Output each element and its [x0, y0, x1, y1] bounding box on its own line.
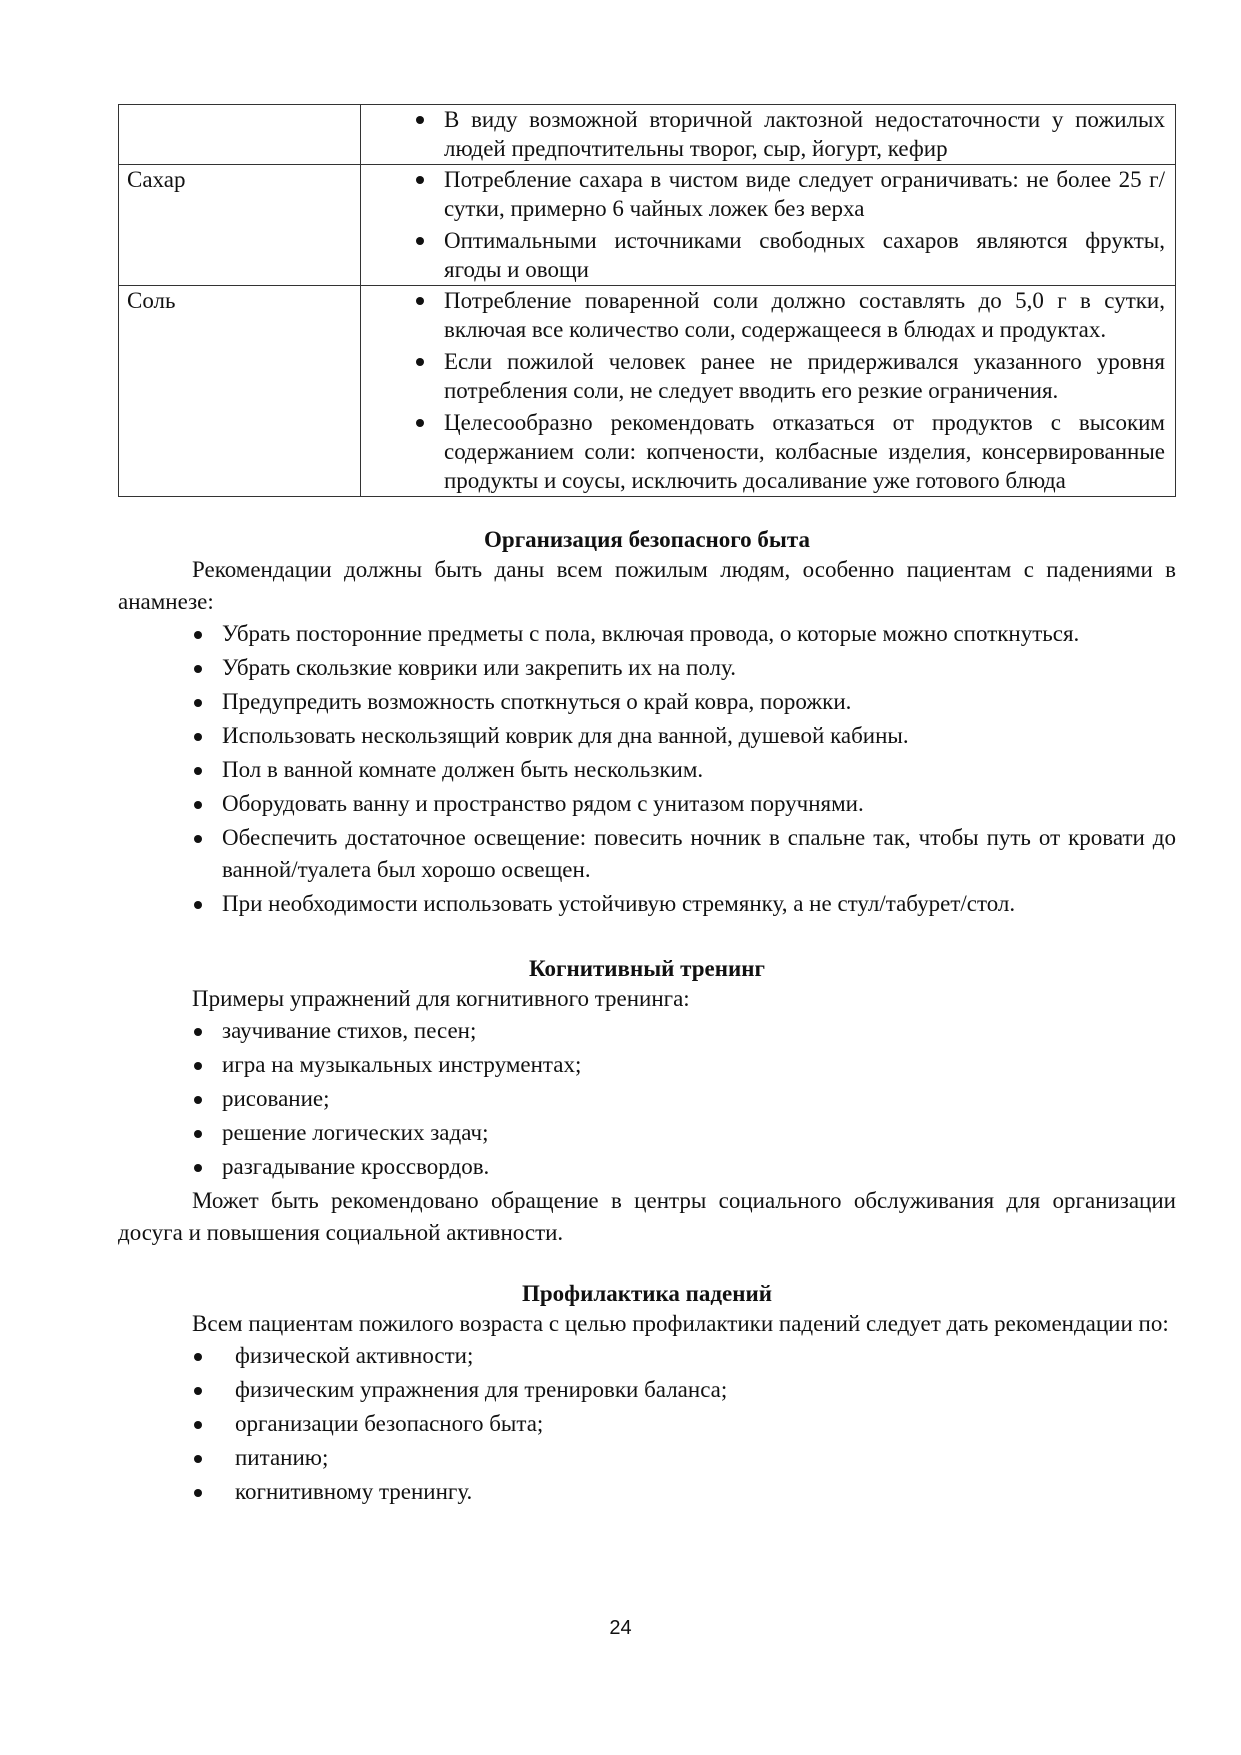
- list-item-text: решение логических задач;: [222, 1120, 489, 1145]
- list-item: [118, 618, 1176, 650]
- list-item: [118, 754, 1176, 786]
- list-item: [118, 1340, 1176, 1372]
- list-item-text: Предупредить возможность споткнуться о край ковра, порожки.: [222, 689, 852, 714]
- list-item-text: физическим упражнения для тренировки баланса;: [235, 1377, 728, 1402]
- bullet-icon: [416, 358, 424, 366]
- table-category-cell: Сахар: [119, 165, 361, 286]
- list-item: [118, 1442, 1176, 1474]
- table-category-cell: [119, 105, 361, 165]
- section-title-falls: Профилактика падений: [521, 1281, 773, 1306]
- list-item: [361, 286, 1165, 344]
- bullet-icon: [194, 1062, 202, 1070]
- bullet-icon: [194, 801, 202, 809]
- list-item-text: организации безопасного быта;: [235, 1411, 544, 1436]
- list-item-text: Обеспечить достаточное освещение: повесить ночник в спальне так, чтобы путь от кровати до ванной/туалета был хорошо освещен.: [222, 825, 1176, 882]
- table-category-cell: Соль: [119, 286, 361, 497]
- bullet-icon: [194, 901, 202, 909]
- list-item: [118, 1117, 1176, 1149]
- page-number: 24: [609, 1617, 632, 1639]
- table-row: [119, 165, 1176, 286]
- bullet-icon: [194, 665, 202, 673]
- bullet-icon: [194, 1096, 202, 1104]
- list-item-text: разгадывание кроссвордов.: [222, 1154, 490, 1179]
- table-recommendations-cell: [361, 165, 1176, 286]
- bullet-icon: [194, 733, 202, 741]
- list-item-text: заучивание стихов, песен;: [222, 1018, 477, 1043]
- bullet-icon: [416, 176, 424, 184]
- bullet-icon: [194, 1130, 202, 1138]
- list-item: [118, 686, 1176, 718]
- list-item: [118, 788, 1176, 820]
- bullet-icon: [194, 1353, 202, 1361]
- cognitive-outro: Может быть рекомендовано обращение в центры социального обслуживания для организации досуга и повышения социальной активности.: [118, 1188, 1176, 1245]
- table-row: [119, 286, 1176, 497]
- table-recommendations-cell: [361, 105, 1176, 165]
- list-item: [361, 226, 1165, 284]
- list-item: [118, 1408, 1176, 1440]
- bullet-icon: [416, 237, 424, 245]
- cognitive-intro: Примеры упражнений для когнитивного тренинга:: [192, 986, 690, 1011]
- list-item: [118, 652, 1176, 684]
- bullet-icon: [416, 116, 424, 124]
- list-item-text: Убрать скользкие коврики или закрепить их на полу.: [222, 655, 736, 680]
- nutrition-table: [118, 104, 1176, 497]
- table-recommendations-cell: [361, 286, 1176, 497]
- list-item: [118, 1049, 1176, 1081]
- bullet-icon: [194, 767, 202, 775]
- bullet-icon: [194, 835, 202, 843]
- list-item: [118, 1476, 1176, 1508]
- list-item: [118, 1151, 1176, 1183]
- document-page: [118, 104, 1176, 1510]
- list-item-text: Использовать нескользящий коврик для дна ванной, душевой кабины.: [222, 723, 909, 748]
- list-item-text: Оптимальными источниками свободных сахаров являются фрукты, ягоды и овощи: [444, 228, 1165, 282]
- list-item: [118, 1374, 1176, 1406]
- list-item-text: питанию;: [235, 1445, 329, 1470]
- list-item-text: физической активности;: [235, 1343, 474, 1368]
- bullet-icon: [194, 631, 202, 639]
- list-item: [118, 888, 1176, 920]
- section-title-cognitive: Когнитивный тренинг: [529, 956, 765, 981]
- list-item: [118, 822, 1176, 886]
- list-item: [361, 105, 1165, 163]
- bullet-icon: [416, 297, 424, 305]
- cognitive-list: [118, 1015, 1176, 1183]
- list-item: [361, 165, 1165, 223]
- list-item-text: Целесообразно рекомендовать отказаться от продуктов с высоким содержанием соли: копчености, колбасные изделия, консервированные продукты и соусы, исключить досаливание уже готового блюда: [444, 410, 1165, 493]
- bullet-icon: [194, 1455, 202, 1463]
- list-item-text: При необходимости использовать устойчивую стремянку, а не стул/табурет/стол.: [222, 891, 1016, 916]
- list-item-text: когнитивному тренингу.: [235, 1479, 473, 1504]
- list-item-text: Убрать посторонние предметы с пола, включая провода, о которые можно споткнуться.: [222, 621, 1080, 646]
- bullet-icon: [194, 1164, 202, 1172]
- list-item-text: Пол в ванной комнате должен быть нескользким.: [222, 757, 704, 782]
- list-item: [361, 408, 1165, 495]
- list-item: [118, 1083, 1176, 1115]
- bullet-icon: [194, 1489, 202, 1497]
- falls-intro: Всем пациентам пожилого возраста с целью профилактики падений следует дать рекомендации по:: [192, 1311, 1169, 1336]
- list-item-text: Если пожилой человек ранее не придерживался указанного уровня потребления соли, не следует вводить его резкие ограничения.: [444, 349, 1165, 403]
- list-item: [361, 347, 1165, 405]
- list-item-text: В виду возможной вторичной лактозной недостаточности у пожилых людей предпочтительны творог, сыр, йогурт, кефир: [444, 107, 1165, 161]
- safety-list: [118, 618, 1176, 920]
- list-item-text: игра на музыкальных инструментах;: [222, 1052, 582, 1077]
- section-title-safety: Организация безопасного быта: [484, 527, 810, 552]
- list-item-text: Потребление поваренной соли должно составлять до 5,0 г в сутки, включая все количество соли, содержащееся в блюдах и продуктах.: [444, 288, 1165, 342]
- list-item: [118, 720, 1176, 752]
- list-item-text: рисование;: [222, 1086, 330, 1111]
- bullet-icon: [194, 1028, 202, 1036]
- bullet-icon: [194, 699, 202, 707]
- list-item-text: Оборудовать ванну и пространство рядом с унитазом поручнями.: [222, 791, 864, 816]
- falls-list: [118, 1340, 1176, 1508]
- bullet-icon: [194, 1387, 202, 1395]
- list-item: [118, 1015, 1176, 1047]
- list-item-text: Потребление сахара в чистом виде следует ограничивать: не более 25 г/сутки, примерно 6 чайных ложек без верха: [444, 167, 1165, 221]
- bullet-icon: [416, 419, 424, 427]
- bullet-icon: [194, 1421, 202, 1429]
- table-row: [119, 105, 1176, 165]
- safety-intro: Рекомендации должны быть даны всем пожилым людям, особенно пациентам с падениями в анамнезе:: [118, 557, 1176, 614]
